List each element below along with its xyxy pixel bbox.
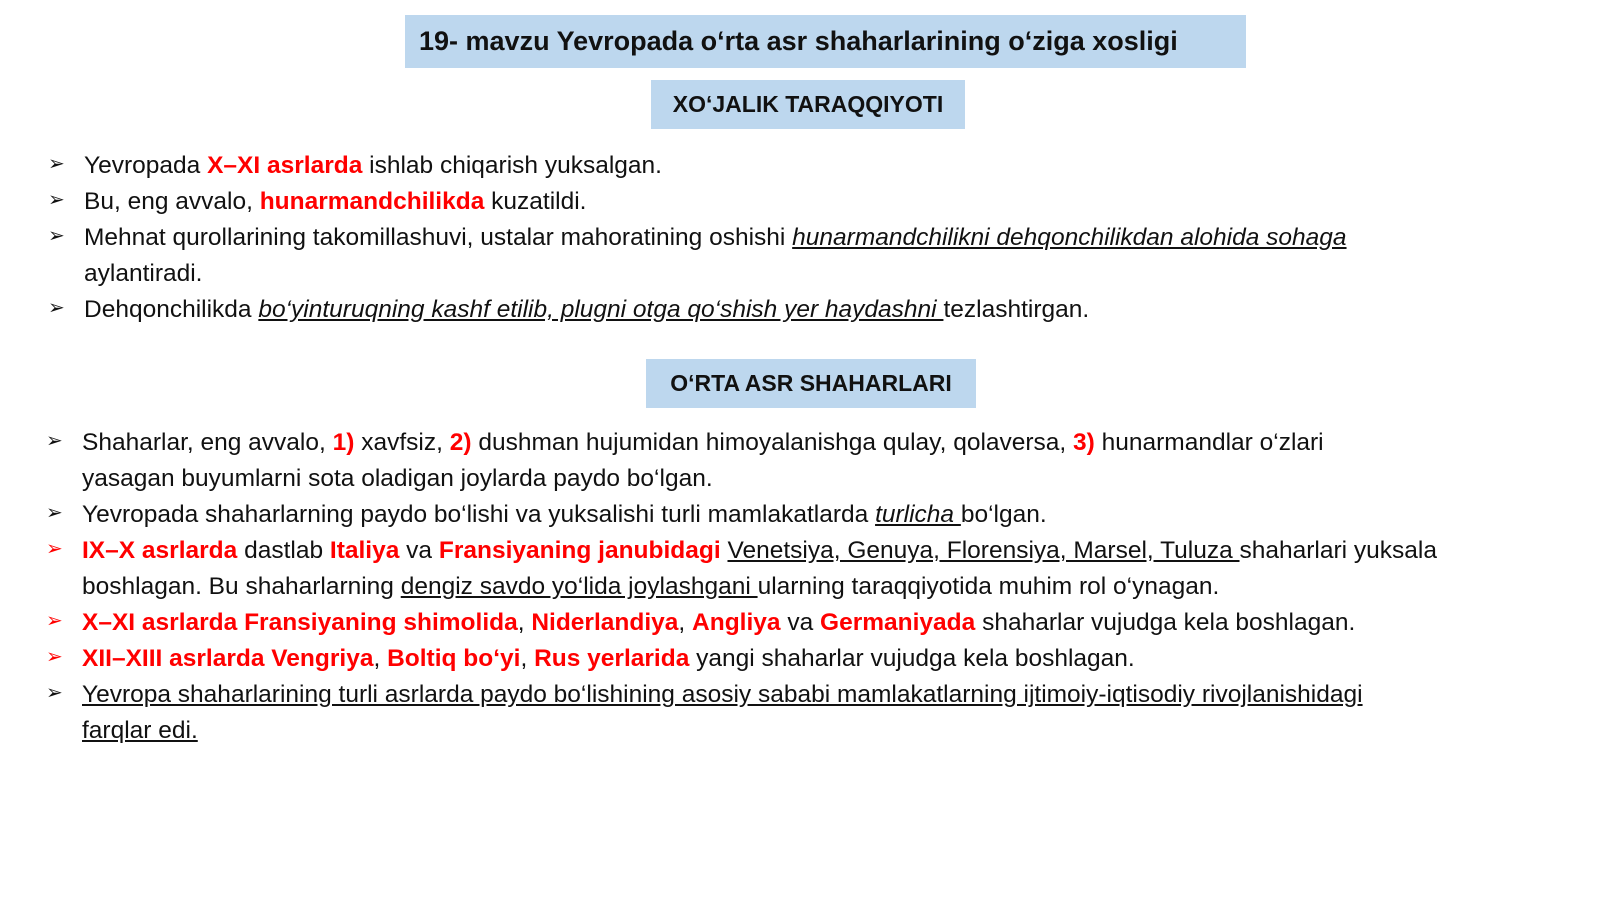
text-span: va bbox=[780, 609, 821, 636]
emphasis-text: turlicha bbox=[875, 501, 961, 528]
slide-title: 19- mavzu Yevropada o‘rta asr shaharlarining o‘ziga xosligi bbox=[405, 15, 1246, 68]
arrowhead-bullet-icon: ➢ bbox=[46, 430, 63, 452]
list-item bbox=[46, 425, 1586, 497]
text-span: ishlab chiqarish yuksalgan. bbox=[362, 152, 662, 179]
text-span: boshlagan. Bu shaharlarning bbox=[82, 573, 401, 600]
list-item bbox=[48, 292, 1588, 328]
highlight-text: 1) bbox=[332, 429, 355, 456]
text-span: Yevropada shaharlarning paydo bo‘lishi va yuksalishi turli mamlakatlarda bbox=[82, 501, 876, 528]
arrowhead-bullet-icon: ➢ bbox=[46, 538, 63, 560]
underlined-text: Venetsiya, Genuya, Florensiya, Marsel, Tuluza bbox=[727, 537, 1240, 564]
text-span: bo‘lgan. bbox=[960, 501, 1047, 528]
text-span: yasagan buyumlarni sota oladigan joylarda paydo bo‘lgan. bbox=[82, 465, 713, 492]
text-span: , bbox=[678, 609, 693, 636]
highlight-text: Rus yerlarida bbox=[534, 645, 690, 672]
highlight-text: hunarmandchilikda bbox=[259, 188, 485, 215]
arrowhead-bullet-icon: ➢ bbox=[48, 153, 65, 175]
highlight-text: Boltiq bo‘yi bbox=[387, 645, 521, 672]
underlined-text: Yevropa shaharlarining turli asrlarda paydo bo‘lishining asosiy sababi mamlakatlarning ijtimoiy-iqtisodiy rivojlanishidagi bbox=[82, 681, 1363, 708]
economy-bullet-list bbox=[48, 148, 1588, 328]
highlight-text: IX–X asrlarda bbox=[82, 537, 238, 564]
text-span: dushman hujumidan himoyalanishga qulay, qolaversa, bbox=[471, 429, 1074, 456]
text-span: Mehnat qurollarining takomillashuvi, ustalar mahoratining oshishi bbox=[84, 224, 793, 251]
text-span: shaharlari yuksala bbox=[1239, 537, 1437, 564]
list-item bbox=[46, 533, 1586, 605]
text-span: Dehqonchilikda bbox=[84, 296, 259, 323]
arrowhead-bullet-icon: ➢ bbox=[46, 610, 63, 632]
list-item bbox=[48, 148, 1588, 184]
arrowhead-bullet-icon: ➢ bbox=[48, 189, 65, 211]
list-item bbox=[48, 184, 1588, 220]
cities-bullet-list bbox=[46, 425, 1586, 749]
arrowhead-bullet-icon: ➢ bbox=[46, 646, 63, 668]
text-span: xavfsiz, bbox=[354, 429, 450, 456]
text-span: kuzatildi. bbox=[484, 188, 587, 215]
highlight-text: Germaniyada bbox=[820, 609, 976, 636]
arrowhead-bullet-icon: ➢ bbox=[48, 225, 65, 247]
text-span: aylantiradi. bbox=[84, 260, 203, 287]
text-span: shaharlar vujudga kela boshlagan. bbox=[975, 609, 1356, 636]
emphasis-text: hunarmandchilikni dehqonchilikdan alohida sohaga bbox=[792, 224, 1347, 251]
list-item bbox=[46, 497, 1586, 533]
list-item bbox=[48, 220, 1588, 292]
arrowhead-bullet-icon: ➢ bbox=[46, 682, 63, 704]
section-heading-cities: O‘RTA ASR SHAHARLARI bbox=[646, 359, 976, 408]
highlight-text: 2) bbox=[449, 429, 472, 456]
arrowhead-bullet-icon: ➢ bbox=[48, 297, 65, 319]
text-span: Bu, eng avvalo, bbox=[84, 188, 260, 215]
text-span: Shaharlar, eng avvalo, bbox=[82, 429, 333, 456]
text-span: ularning taraqqiyotida muhim rol o‘ynagan. bbox=[757, 573, 1220, 600]
underlined-text: dengiz savdo yo‘lida joylashgani bbox=[400, 573, 758, 600]
highlight-text: Niderlandiya bbox=[531, 609, 679, 636]
text-span: dastlab bbox=[237, 537, 330, 564]
highlight-text: Fransiyaning janubidagi bbox=[438, 537, 721, 564]
highlight-text: Italiya bbox=[329, 537, 400, 564]
text-span: , bbox=[517, 609, 532, 636]
highlight-text: X–XI asrlarda bbox=[207, 152, 363, 179]
text-span: , bbox=[373, 645, 388, 672]
underlined-text: farqlar edi. bbox=[82, 717, 198, 744]
text-span: yangi shaharlar vujudga kela boshlagan. bbox=[689, 645, 1135, 672]
text-span: , bbox=[520, 645, 535, 672]
highlight-text: Angliya bbox=[692, 609, 781, 636]
text-span: hunarmandlar o‘zlari bbox=[1094, 429, 1324, 456]
list-item bbox=[46, 677, 1586, 749]
highlight-text: XII–XIII asrlarda Vengriya bbox=[82, 645, 374, 672]
emphasis-text: bo‘yinturuqning kashf etilib, plugni otga qo‘shish yer haydashni bbox=[258, 296, 944, 323]
list-item bbox=[46, 641, 1586, 677]
highlight-text: X–XI asrlarda Fransiyaning shimolida bbox=[82, 609, 518, 636]
section-heading-economy: XO‘JALIK TARAQQIYOTI bbox=[651, 80, 965, 129]
text-span: tezlashtirgan. bbox=[943, 296, 1090, 323]
list-item bbox=[46, 605, 1586, 641]
text-span: va bbox=[399, 537, 439, 564]
text-span: Yevropada bbox=[84, 152, 208, 179]
highlight-text: 3) bbox=[1073, 429, 1095, 456]
arrowhead-bullet-icon: ➢ bbox=[46, 502, 63, 524]
